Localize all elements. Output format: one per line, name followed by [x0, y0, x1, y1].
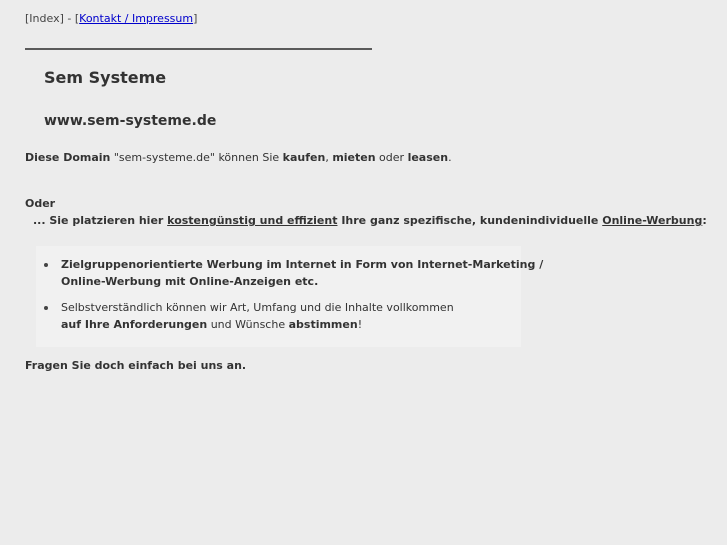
bullet-1-line-2: Online-Werbung mit Online-Anzeigen etc.: [61, 275, 319, 288]
bullet-2-line-1: Selbstverständlich können wir Art, Umfang und die Inhalte vollkommen: [61, 301, 454, 314]
site-url-heading: www.sem-systeme.de: [44, 113, 217, 129]
nav-bracket: [: [25, 12, 30, 25]
lead-part-2: Ihre ganz spezifische, kundenindividuelle: [337, 214, 603, 227]
intro-domain-text: "sem-systeme.de" können Sie: [110, 151, 283, 164]
nav-bracket: ]: [193, 12, 198, 25]
intro-mieten: mieten: [332, 151, 376, 164]
list-item: [61, 256, 543, 290]
intro-kaufen: kaufen: [282, 151, 326, 164]
lead-part-3: :: [702, 214, 707, 227]
nav-index-label: Index: [29, 12, 60, 25]
intro-comma: ,: [325, 151, 333, 164]
oder-heading: Oder: [25, 197, 56, 210]
intro-period: .: [448, 151, 452, 164]
nav-bracket: ]: [59, 12, 64, 25]
lead-part-1: ... Sie platzieren hier: [33, 214, 168, 227]
intro-oder: oder: [375, 151, 408, 164]
top-navigation: [25, 12, 197, 26]
intro-prefix: Diese Domain: [25, 151, 111, 164]
lead-emphasis-cost: kostengünstig und effizient: [167, 214, 338, 227]
kontakt-impressum-link[interactable]: Kontakt / Impressum: [79, 12, 194, 25]
benefits-box: [36, 246, 544, 347]
page-title: Sem Systeme: [44, 68, 167, 87]
nav-separator: -: [63, 12, 75, 25]
lead-emphasis-online-werbung: Online-Werbung: [602, 214, 703, 227]
intro-paragraph: [25, 151, 452, 165]
bullet-2-bold-2: abstimmen: [288, 318, 358, 331]
bullet-2-mid: und Wünsche: [207, 318, 289, 331]
intro-leasen: leasen: [407, 151, 449, 164]
list-item: [61, 299, 454, 333]
bullet-1-line-1: Zielgruppenorientierte Werbung im Internet in Form von Internet-Marketing /: [61, 258, 544, 271]
bullet-2-end: !: [357, 318, 363, 331]
nav-bracket: [: [74, 12, 80, 25]
bullet-2-bold-1: auf Ihre Anforderungen: [61, 318, 208, 331]
horizontal-divider: [25, 48, 372, 50]
lead-paragraph: [33, 214, 707, 228]
closing-text: Fragen Sie doch einfach bei uns an.: [25, 359, 247, 372]
